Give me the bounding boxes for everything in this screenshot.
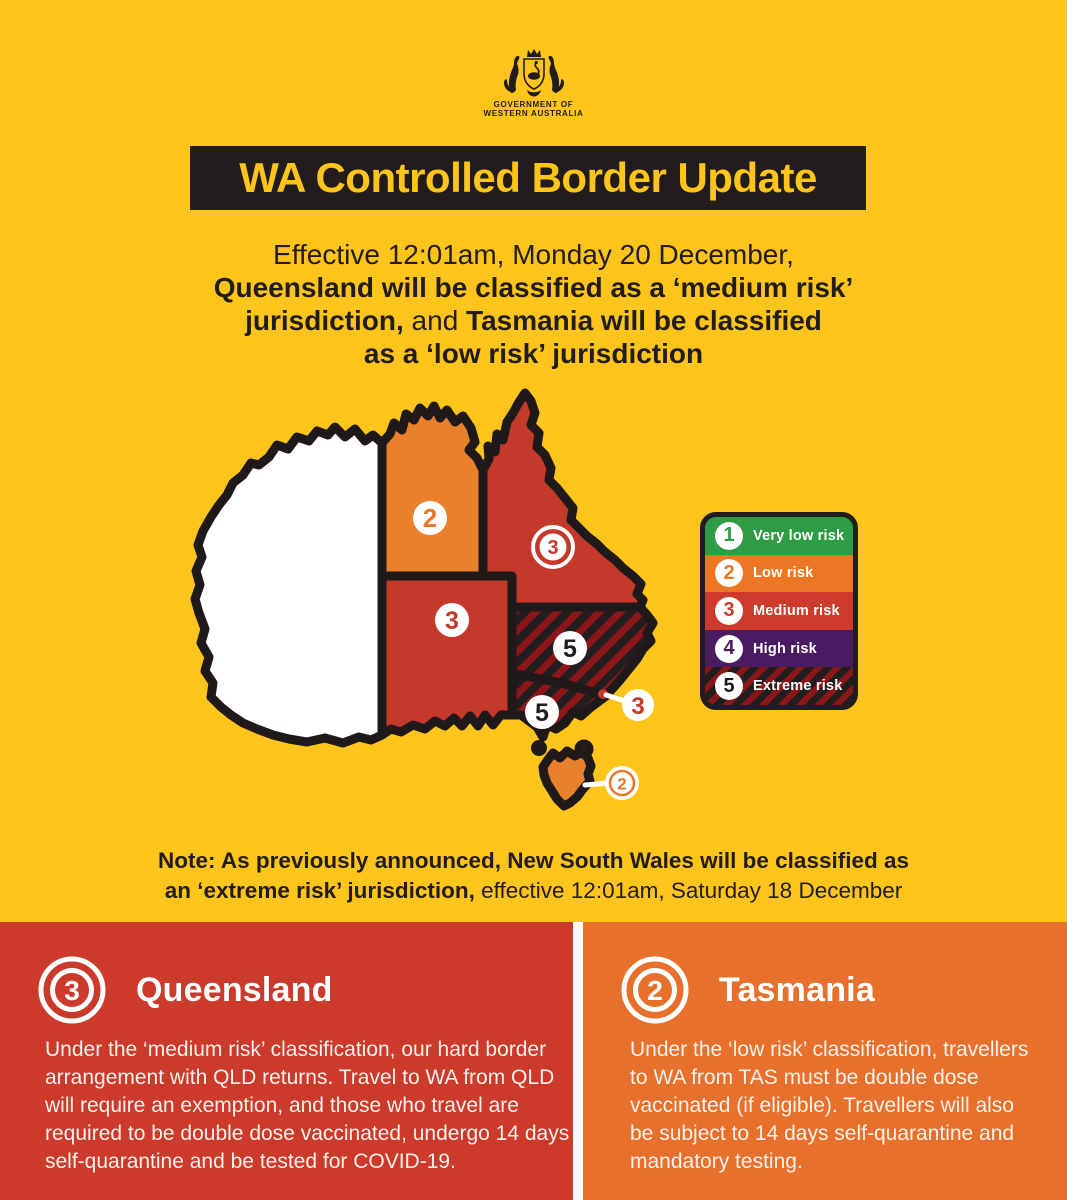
intro-text <box>0 238 1067 370</box>
marker-sa: 3 <box>445 607 459 635</box>
note-line1: Note: As previously announced, New South Wales will be classified as <box>157 848 909 873</box>
risk-legend <box>700 512 858 710</box>
intro-line1: Effective 12:01am, Monday 20 December, <box>273 239 794 270</box>
risk-2-badge-icon <box>619 954 691 1026</box>
queensland-title: Queensland <box>136 970 333 1009</box>
note-line2: an ‘extreme risk’ jurisdiction, effective 12:01am, Saturday 18 December <box>164 878 903 903</box>
legend-label-1: Very low risk <box>753 527 845 544</box>
island-king <box>536 745 543 752</box>
tasmania-body: Under the ‘low risk’ classification, travellers to WA from TAS must be double dose vaccinated (if eligible). Travellers will also be subject to 14 days self-quarantine and mandatory testing. <box>630 1038 1029 1173</box>
legend-badge-1: 1 <box>715 522 743 550</box>
state-nt <box>382 406 483 576</box>
state-wa <box>195 427 382 743</box>
legend-label-4: High risk <box>753 640 817 657</box>
legend-row-extreme <box>705 667 853 705</box>
queensland-body: Under the ‘medium risk’ classification, our hard border arrangement with QLD returns. Travel to WA from QLD will require an exemption, and those who travel are required to be double dose vaccinated, undergo 14 days self-quarantine and be tested for COVID-19. <box>45 1038 570 1173</box>
island-flinders <box>579 744 589 754</box>
marker-nsw: 5 <box>563 635 577 663</box>
wa-gov-logo <box>0 46 1067 118</box>
tasmania-panel <box>583 922 1067 1200</box>
coat-of-arms-icon <box>484 46 584 100</box>
intro-line4: as a ‘low risk’ jurisdiction <box>363 338 704 369</box>
tasmania-panel-header <box>619 954 1067 1026</box>
crown-icon <box>527 49 541 57</box>
marker-act: 3 <box>631 693 645 720</box>
legend-badge-5: 5 <box>715 672 743 700</box>
intro-line3: jurisdiction, and Tasmania will be classified <box>245 305 822 336</box>
svg-text:3: 3 <box>64 975 80 1006</box>
legend-badge-4: 4 <box>715 635 743 663</box>
legend-badge-2: 2 <box>715 559 743 587</box>
marker-tas: 2 <box>617 774 627 794</box>
state-sa <box>382 576 512 735</box>
legend-badge-3: 3 <box>715 597 743 625</box>
act-callout-line <box>606 695 625 701</box>
risk-3-badge-icon <box>36 954 108 1026</box>
kangaroo-right-icon <box>548 56 558 93</box>
legend-row-low <box>705 555 853 593</box>
panel-divider <box>573 922 583 1200</box>
legend-label-3: Medium risk <box>753 602 840 619</box>
marker-vic: 5 <box>535 699 549 727</box>
title-banner <box>190 146 866 210</box>
svg-text:2: 2 <box>647 975 663 1006</box>
state-tas <box>543 751 591 806</box>
legend-label-5: Extreme risk <box>753 678 843 695</box>
intro-line2: Queensland will be classified as a ‘medium risk’ <box>213 272 854 303</box>
nsw-note <box>0 846 1067 906</box>
australia-map <box>185 385 705 835</box>
marker-qld: 3 <box>547 537 559 559</box>
legend-row-high <box>705 630 853 668</box>
legend-row-very-low <box>705 517 853 555</box>
logo-text-line1: GOVERNMENT OF <box>493 100 574 109</box>
legend-label-2: Low risk <box>753 565 814 582</box>
legend-row-medium <box>705 592 853 630</box>
queensland-panel <box>0 922 573 1200</box>
tasmania-title: Tasmania <box>719 970 875 1009</box>
logo-text-line2: WESTERN AUSTRALIA <box>483 109 584 118</box>
queensland-panel-header <box>36 954 573 1026</box>
kangaroo-left-icon <box>508 56 518 93</box>
marker-nt: 2 <box>422 503 438 533</box>
page-title: WA Controlled Border Update <box>239 154 817 201</box>
